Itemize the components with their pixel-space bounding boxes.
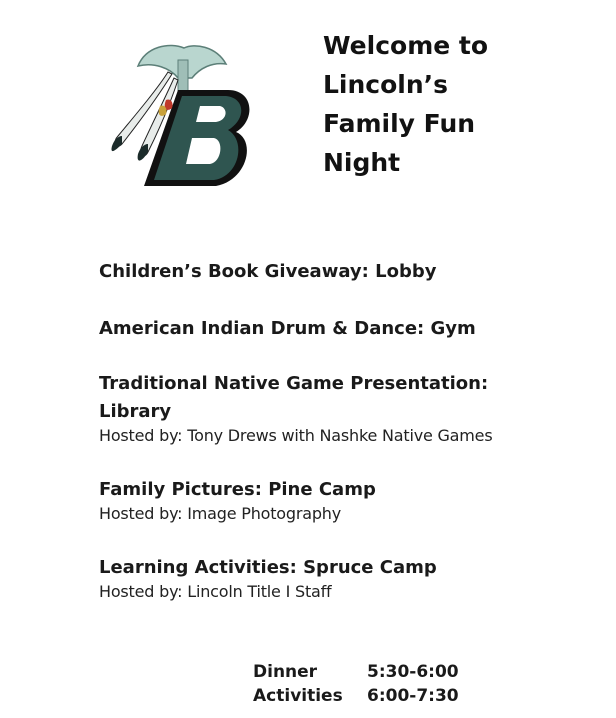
title-line: Welcome to	[323, 31, 489, 60]
event-heading: Family Pictures: Pine Camp	[99, 479, 376, 500]
title-line: Lincoln’s	[323, 70, 449, 99]
event-family-pictures	[99, 476, 599, 524]
schedule	[253, 660, 459, 708]
event-heading: American Indian Drum & Dance: Gym	[99, 318, 476, 339]
event-host: Hosted by: Tony Drews with Nashke Native Games	[99, 426, 493, 445]
title-line: Family Fun	[323, 109, 476, 138]
event-native-game	[99, 370, 599, 446]
schedule-row	[253, 660, 459, 684]
event-heading: Children’s Book Giveaway: Lobby	[99, 261, 437, 282]
event-drum-dance	[99, 315, 599, 343]
welcome-title	[323, 26, 583, 182]
event-host: Hosted by: Image Photography	[99, 504, 341, 523]
schedule-time: 6:00-7:30	[367, 686, 459, 706]
event-heading-line2: Library	[99, 401, 172, 422]
event-heading: Learning Activities: Spruce Camp	[99, 557, 437, 578]
school-logo	[108, 40, 254, 190]
title-line: Night	[323, 148, 401, 177]
schedule-label: Activities	[253, 686, 343, 706]
event-heading: Traditional Native Game Presentation:	[99, 373, 489, 394]
schedule-row	[253, 684, 459, 708]
schedule-time: 5:30-6:00	[367, 662, 459, 682]
schedule-label: Dinner	[253, 662, 318, 682]
event-book-giveaway	[99, 258, 599, 286]
event-learning-activities	[99, 554, 599, 602]
event-host: Hosted by: Lincoln Title I Staff	[99, 582, 332, 601]
